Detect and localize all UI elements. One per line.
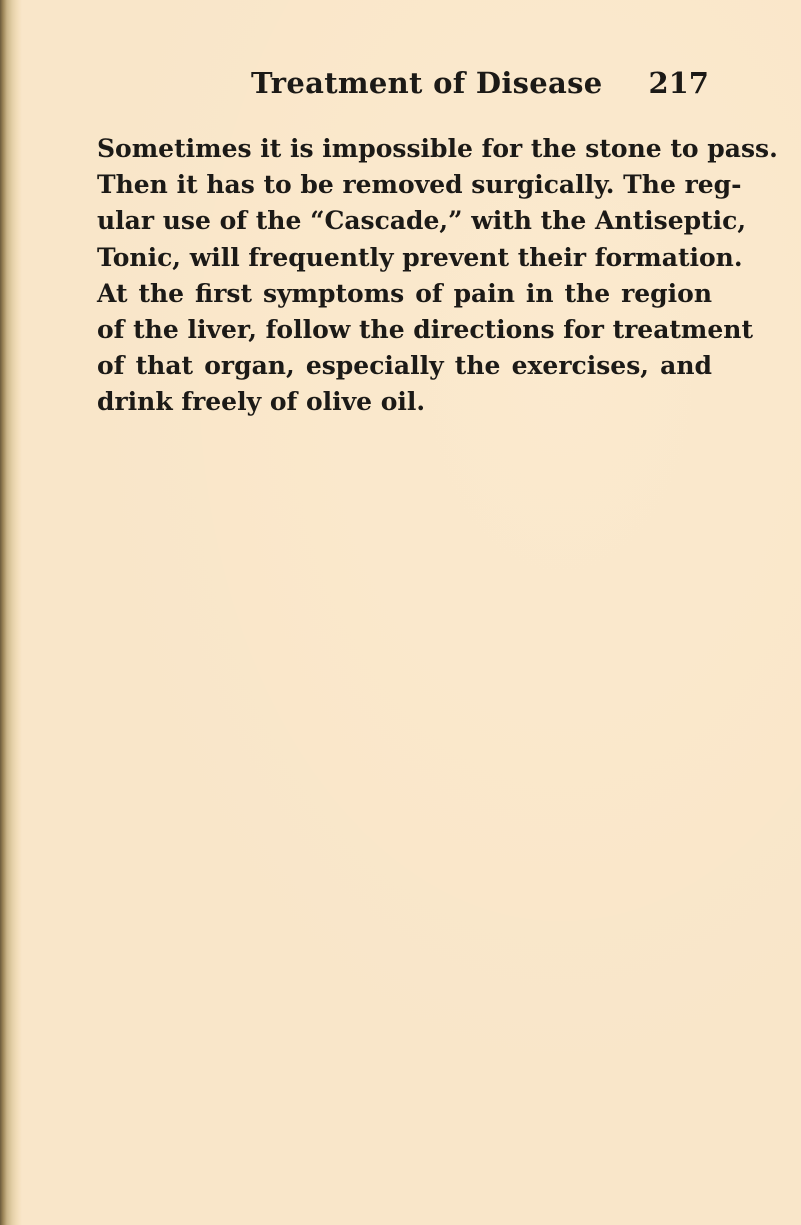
running-title: Treatment of Disease — [251, 66, 603, 100]
body-paragraph — [97, 131, 778, 421]
running-header — [97, 66, 709, 106]
page-number: 217 — [648, 66, 709, 100]
text-line: Then it has to be removed surgically. The reg- — [97, 170, 742, 200]
text-line: ular use of the “Cascade,” with the Antiseptic, — [97, 206, 747, 236]
text-line: Sometimes it is impossible for the stone to pass. — [97, 134, 778, 163]
text-line: At the first symptoms of pain in the region — [97, 278, 712, 308]
text-line: of that organ, especially the exercises, and — [97, 351, 712, 381]
text-line: drink freely of olive oil. — [97, 387, 426, 417]
text-line: of the liver, follow the directions for treatment — [97, 314, 754, 344]
text-line: Tonic, will frequently prevent their formation. — [97, 242, 743, 272]
binding-gutter — [0, 0, 22, 1225]
